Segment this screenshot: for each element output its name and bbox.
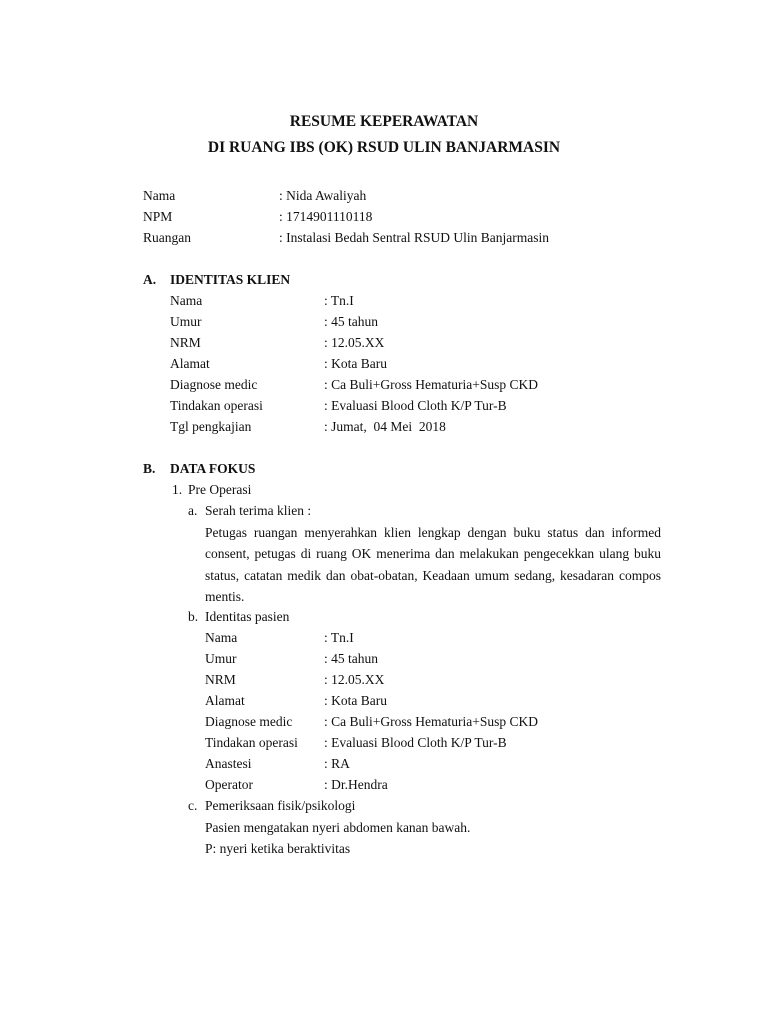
identity-label: Tindakan operasi [170, 398, 263, 413]
section-a-letter: A. [143, 272, 157, 287]
patient-label: Alamat [205, 693, 245, 708]
patient-label: Umur [205, 651, 237, 666]
patient-label: Tindakan operasi [205, 735, 298, 750]
patient-label: Anastesi [205, 756, 252, 771]
identity-value: : Tn.I [324, 293, 354, 308]
handover-paragraph: Petugas ruangan menyerahkan klien lengkap dengan buku status dan informed consent, petugas di ruang OK menerima dan melakukan pengecekkan ulang buku status, catatan medik dan obat-obatan, Keadaan umum sedang, kesadaran compos mentis. [205, 525, 661, 604]
patient-label: Operator [205, 777, 253, 792]
patient-value: : Ca Buli+Gross Hematuria+Susp CKD [324, 714, 538, 729]
identity-value: : Kota Baru [324, 356, 387, 371]
identity-label: Umur [170, 314, 202, 329]
patient-value: : Kota Baru [324, 693, 387, 708]
subitem-label: Serah terima klien : [205, 503, 312, 518]
subitem-letter: b. [188, 609, 199, 624]
identity-label: Alamat [170, 356, 210, 371]
identity-label: Tgl pengkajian [170, 419, 252, 434]
section-b-letter: B. [143, 461, 156, 476]
identity-value: : 12.05.XX [324, 335, 385, 350]
identity-label: Nama [170, 293, 203, 308]
patient-value: : 45 tahun [324, 651, 378, 666]
student-name-label: Nama [143, 188, 176, 203]
student-ruangan-value: : Instalasi Bedah Sentral RSUD Ulin Banjarmasin [279, 230, 549, 245]
section-a-title: IDENTITAS KLIEN [170, 272, 291, 287]
patient-value: : Tn.I [324, 630, 354, 645]
identity-value: : Ca Buli+Gross Hematuria+Susp CKD [324, 377, 538, 392]
document-title: RESUME KEPERAWATAN [289, 113, 479, 130]
identity-value: : Jumat, 04 Mei 2018 [324, 419, 446, 434]
patient-label: NRM [205, 672, 236, 687]
subitem-letter: a. [188, 503, 198, 518]
patient-label: Diagnose medic [205, 714, 293, 729]
list-number: 1. [172, 482, 183, 497]
identity-value: : Evaluasi Blood Cloth K/P Tur-B [324, 398, 507, 413]
student-npm-label: NPM [143, 209, 173, 224]
student-ruangan-label: Ruangan [143, 230, 191, 245]
identity-label: NRM [170, 335, 201, 350]
patient-value: : Evaluasi Blood Cloth K/P Tur-B [324, 735, 507, 750]
subitem-label: Identitas pasien [205, 609, 290, 624]
patient-value: : 12.05.XX [324, 672, 385, 687]
patient-label: Nama [205, 630, 238, 645]
identity-value: : 45 tahun [324, 314, 378, 329]
patient-value: : Dr.Hendra [324, 777, 388, 792]
document-subtitle: DI RUANG IBS (OK) RSUD ULIN BANJARMASIN [207, 139, 561, 156]
subitem-letter: c. [188, 798, 198, 813]
identity-label: Diagnose medic [170, 377, 258, 392]
subitem-label: Pemeriksaan fisik/psikologi [205, 798, 356, 813]
section-b-title: DATA FOKUS [170, 461, 256, 476]
student-npm-value: : 1714901110118 [279, 209, 373, 224]
patient-value: : RA [324, 756, 350, 771]
list-item-label: Pre Operasi [188, 482, 252, 497]
exam-line: P: nyeri ketika beraktivitas [205, 841, 351, 856]
exam-line: Pasien mengatakan nyeri abdomen kanan bawah. [205, 820, 471, 835]
student-name-value: : Nida Awaliyah [279, 188, 367, 203]
